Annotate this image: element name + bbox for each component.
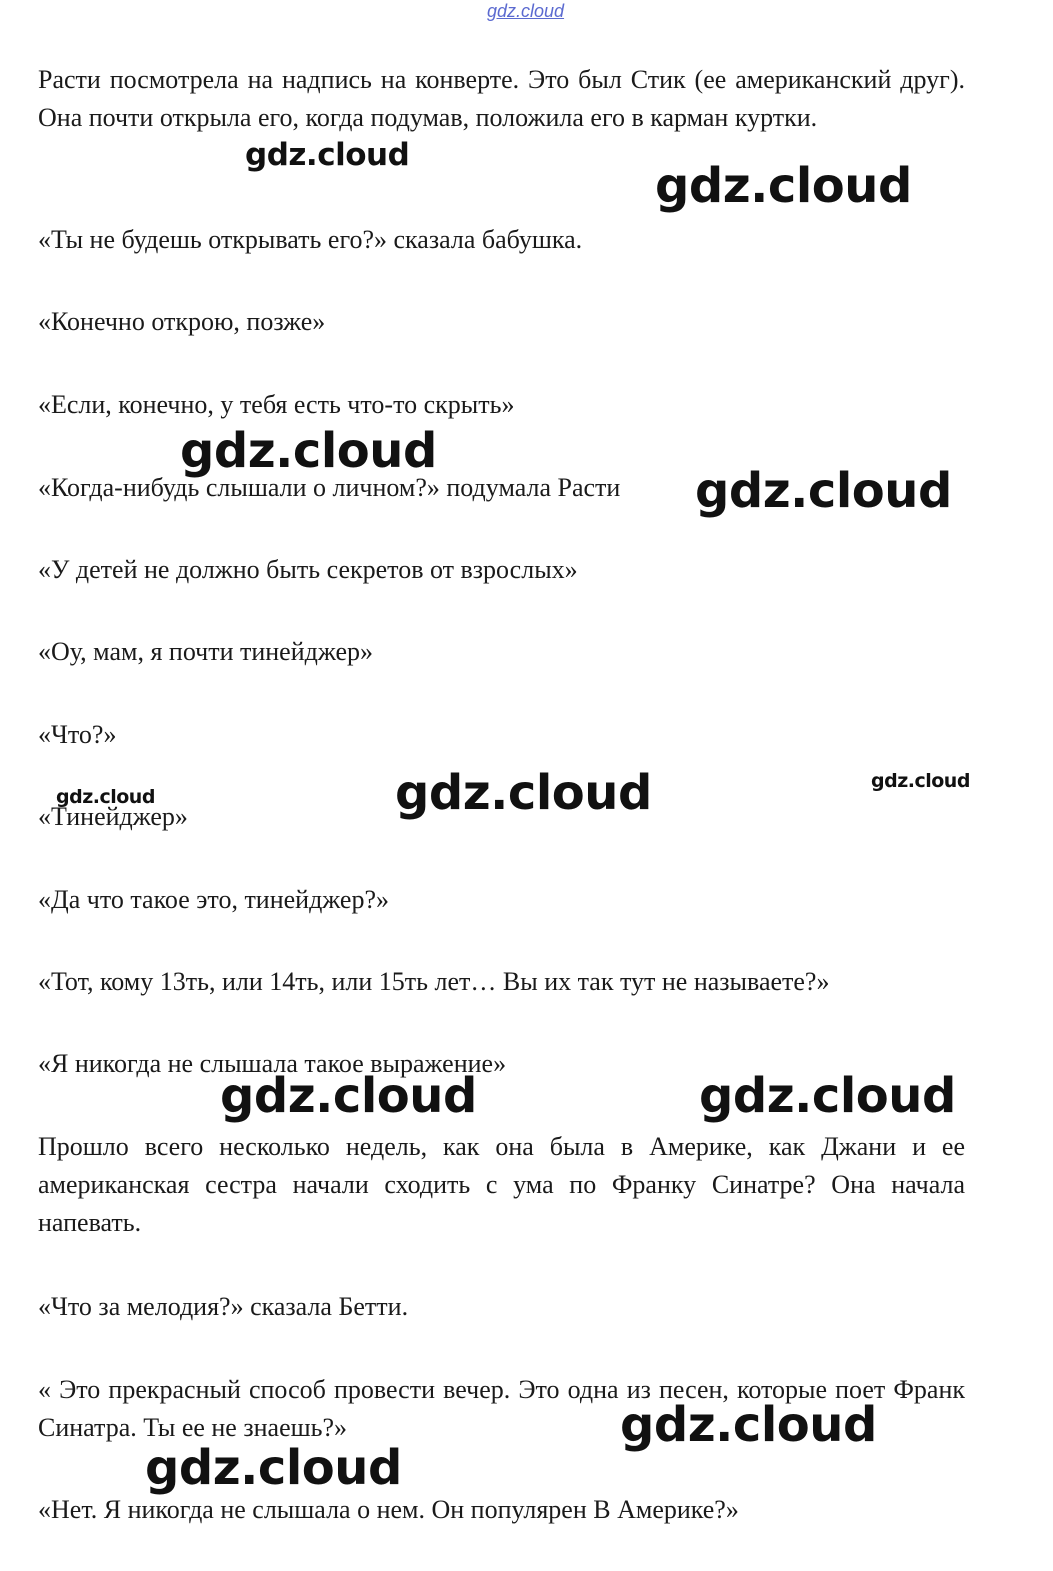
watermark: gdz.cloud	[220, 1068, 477, 1124]
watermark: gdz.cloud	[180, 423, 437, 479]
watermark: gdz.cloud	[699, 1068, 956, 1124]
paragraph-12: «Я никогда не слышала такое выражение»	[38, 1049, 507, 1078]
paragraph-8: «Что?»	[38, 720, 117, 749]
paragraph-11: «Тот, кому 13ть, или 14ть, или 15ть лет… Вы их так тут не называете?»	[38, 967, 830, 996]
watermark: gdz.cloud	[655, 158, 912, 214]
paragraph-14: «Что за мелодия?» сказала Бетти.	[38, 1292, 409, 1321]
site-watermark-link[interactable]: gdz.cloud	[487, 1, 565, 21]
watermark: gdz.cloud	[871, 770, 970, 792]
paragraph-7: «Оу, мам, я почти тинейджер»	[38, 637, 374, 666]
paragraph-5: «Когда-нибудь слышали о личном?» подумала Расти	[38, 473, 621, 502]
paragraph-16: «Нет. Я никогда не слышала о нем. Он популярен В Америке?»	[38, 1495, 739, 1524]
paragraph-2: «Ты не будешь открывать его?» сказала бабушка.	[38, 225, 583, 254]
watermark: gdz.cloud	[145, 1440, 402, 1496]
paragraph-6: «У детей не должно быть секретов от взрослых»	[38, 555, 578, 584]
watermark: gdz.cloud	[245, 137, 410, 173]
watermark: gdz.cloud	[695, 463, 952, 519]
paragraph-1: Расти посмотрела на надпись на конверте. Это был Стик (ее американский друг). Она почти открыла его, когда подумав, положила его в карман куртки.	[38, 65, 965, 132]
watermark: gdz.cloud	[56, 786, 155, 808]
watermark: gdz.cloud	[395, 765, 652, 821]
paragraph-13: Прошло всего несколько недель, как она была в Америке, как Джани и ее американская сестра начали сходить с ума по Франку Синатре? Она начала напевать.	[38, 1132, 965, 1237]
paragraph-15: « Это прекрасный способ провести вечер. Это одна из песен, которые поет Франк Синатра. Ты ее не знаешь?»	[38, 1375, 965, 1442]
paragraph-10: «Да что такое это, тинейджер?»	[38, 885, 390, 914]
paragraph-4: «Если, конечно, у тебя есть что-то скрыть»	[38, 390, 515, 419]
paragraph-9: «Тинейджер»	[38, 802, 188, 831]
paragraph-3: «Конечно открою, позже»	[38, 307, 326, 336]
watermark: gdz.cloud	[620, 1397, 877, 1453]
